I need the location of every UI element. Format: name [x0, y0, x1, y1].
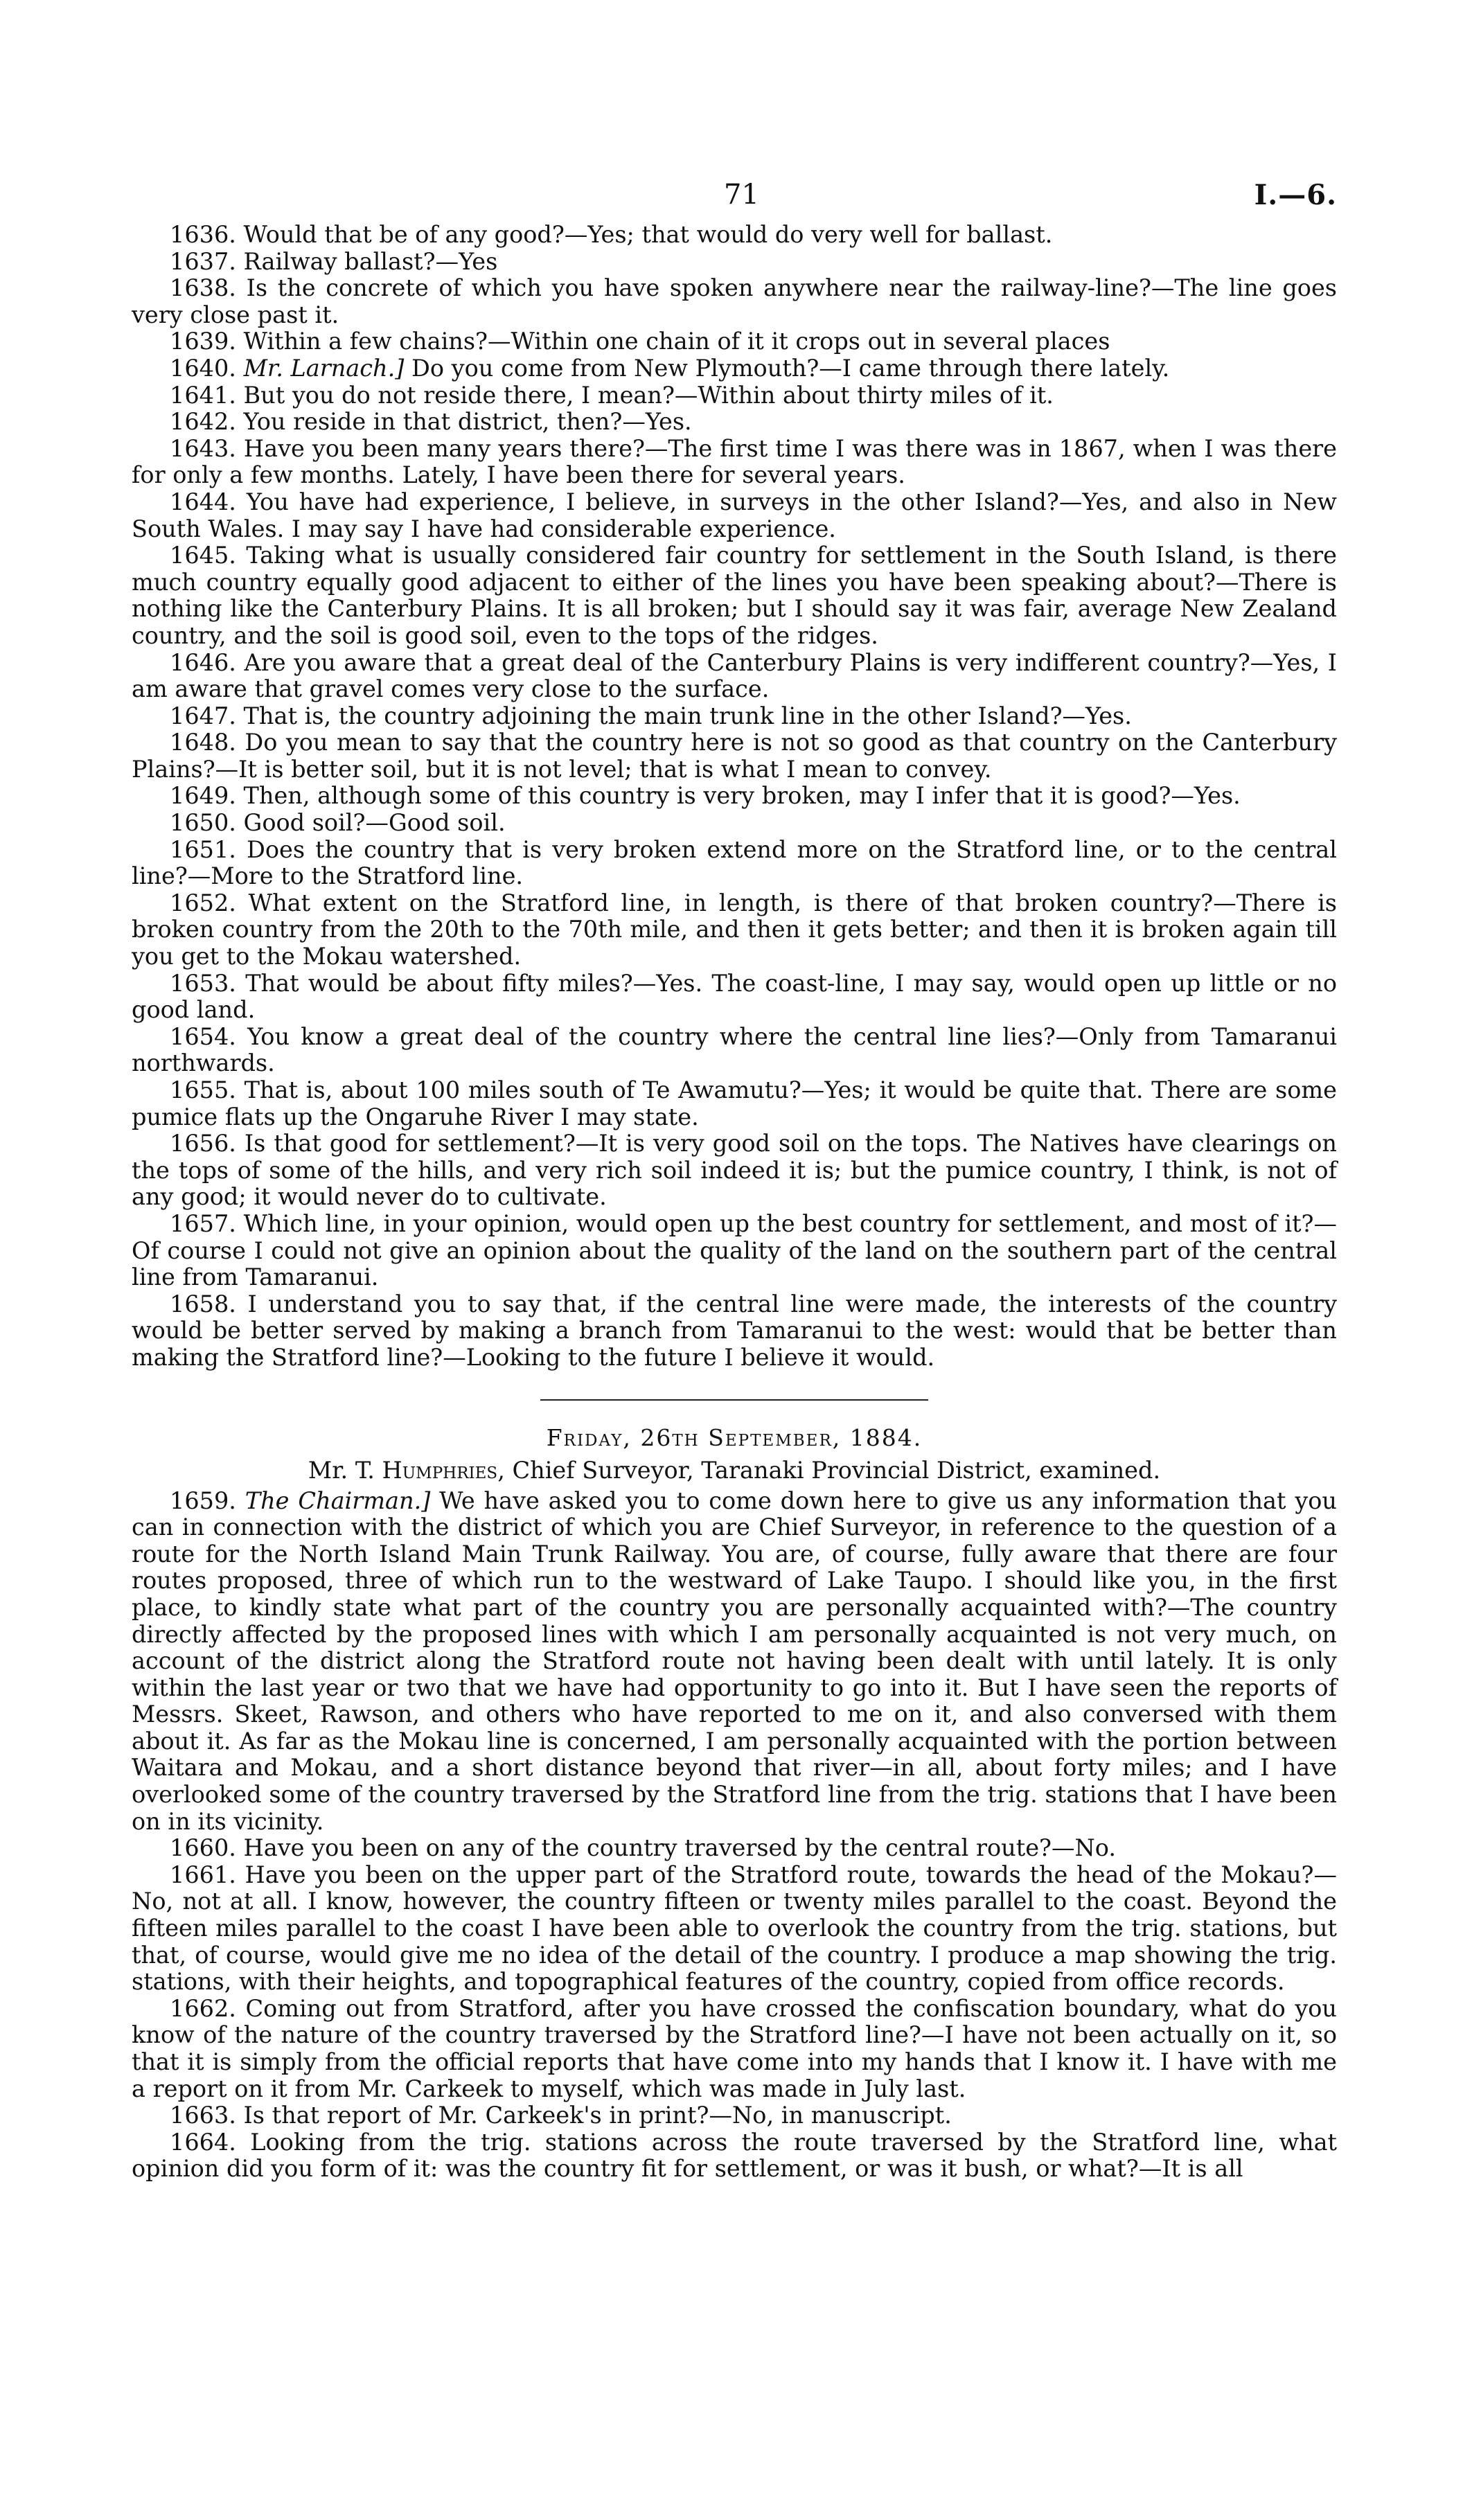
document-page: [132, 166, 1337, 2183]
question-paragraph: 1643. Have you been many years there?—The first time I was there was in 1867, when I was there for only a few months. Lately, I have been there for several years.: [132, 434, 1337, 489]
testimony-section-2: [132, 1488, 1337, 2183]
testimony-section-1: [132, 222, 1337, 1372]
question-paragraph: 1663. Is that report of Mr. Carkeek's in print?—No, in manuscript.: [170, 2102, 952, 2129]
question-paragraph: 1656. Is that good for settlement?—It is very good soil on the tops. The Natives have clearings on the tops of some of the hills, and very rich soil indeed it is; but the pumice country, I think, is not of any good; it would never do to cultivate.: [132, 1130, 1337, 1211]
question-paragraph: 1659. The Chairman.] We have asked you to come down here to give us any information that you can in connection with the district of which you are Chief Surveyor, in reference to the question of a route for the North Island Main Trunk Railway. You are, of course, fully aware that there are four routes proposed, three of which run to the westward of Lake Taupo. I should like you, in the first place, to kindly state what part of the country you are personally acquainted with?—The country directly affected by the proposed lines with which I am personally acquainted is not very much, on account of the district along the Stratford route not having been dealt with until lately. It is only within the last year or two that we have had opportunity to go into it. But I have seen the reports of Messrs. Skeet, Rawson, and others who have reported to me on it, and also conversed with them about it. As far as the Mokau line is concerned, I am personally acquainted with the portion between Waitara and Mokau, and a short distance beyond that river—in all, about forty miles; and I have overlooked some of the country traversed by the Stratford line from the trig. stations that I have been on in its vicinity.: [132, 1487, 1337, 1835]
speaker-name: The Chairman.]: [245, 1487, 431, 1514]
question-paragraph: 1651. Does the country that is very broken extend more on the Stratford line, or to the central line?—More to the Stratford line.: [132, 835, 1337, 890]
question-paragraph: 1654. You know a great deal of the country where the central line lies?—Only from Tamaranui northwards.: [132, 1022, 1337, 1077]
question-paragraph: 1658. I understand you to say that, if the central line were made, the interests of the country would be better served by making a branch from Tamaranui to the west: would that be better than making the Stratford line?—Looking to the future I believe it would.: [132, 1290, 1337, 1371]
page-header: [132, 166, 1337, 222]
question-paragraph: 1642. You reside in that district, then?—Yes.: [170, 408, 692, 436]
question-paragraph: 1648. Do you mean to say that the country here is not so good as that country on the Canterbury Plains?—It is better soil, but it is not level; that is what I mean to convey.: [132, 729, 1337, 783]
question-paragraph: 1647. That is, the country adjoining the main trunk line in the other Island?—Yes.: [170, 702, 1132, 729]
section-divider: [540, 1399, 928, 1401]
question-paragraph: 1653. That would be about fifty miles?—Yes. The coast-line, I may say, would open up little or no good land.: [132, 969, 1337, 1024]
question-paragraph: 1638. Is the concrete of which you have spoken anywhere near the railway-line?—The line goes very close past it.: [132, 274, 1337, 328]
witness-heading: Mr. T. Humphries, Chief Surveyor, Taranaki Provincial District, examined.: [308, 1456, 1161, 1484]
question-paragraph: 1641. But you do not reside there, I mean?—Within about thirty miles of it.: [170, 381, 1054, 409]
speaker-name: Mr. Larnach.]: [243, 354, 405, 382]
page-number: 71: [724, 179, 759, 211]
document-reference: I.—6.: [1254, 179, 1337, 211]
question-paragraph: 1644. You have had experience, I believe, in surveys in the other Island?—Yes, and also in New South Wales. I may say I have had considerable experience.: [132, 488, 1337, 542]
question-paragraph: 1655. That is, about 100 miles south of Te Awamutu?—Yes; it would be quite that. There are some pumice flats up the Ongaruhe River I may state.: [132, 1076, 1337, 1130]
question-paragraph: 1650. Good soil?—Good soil.: [170, 809, 506, 837]
question-paragraph: 1646. Are you aware that a great deal of the Canterbury Plains is very indifferent country?—Yes, I am aware that gravel comes very close to the surface.: [132, 648, 1337, 703]
witness-name: Humphries: [382, 1456, 498, 1484]
question-paragraph: 1649. Then, although some of this country is very broken, may I infer that it is good?—Yes.: [170, 782, 1241, 810]
question-paragraph: 1636. Would that be of any good?—Yes; that would do very well for ballast.: [170, 221, 1053, 248]
question-paragraph: 1657. Which line, in your opinion, would open up the best country for settlement, and most of it?—Of course I could not give an opinion about the quality of the land on the southern part of the central line from Tamaranui.: [132, 1209, 1337, 1291]
question-paragraph: 1640. Mr. Larnach.] Do you come from New Plymouth?—I came through there lately.: [170, 354, 1170, 382]
question-paragraph: 1639. Within a few chains?—Within one chain of it it crops out in several places: [170, 328, 1110, 355]
question-paragraph: 1662. Coming out from Stratford, after you have crossed the confiscation boundary, what do you know of the nature of the country traversed by the Stratford line?—I have not been actually on it, so that it is simply from the official reports that have come into my hands that I know it. I have with me a report on it from Mr. Carkeek to myself, which was made in July last.: [132, 1994, 1337, 2102]
question-paragraph: 1637. Railway ballast?—Yes: [170, 247, 498, 275]
date-heading: Friday, 26th September, 1884.: [546, 1423, 923, 1451]
question-paragraph: 1645. Taking what is usually considered fair country for settlement in the South Island, is there much country equally good adjacent to either of the lines you have been speaking about?—There is nothing like the Canterbury Plains. It is all broken; but I should say it was fair, average New Zealand country, and the soil is good soil, even to the tops of the ridges.: [132, 542, 1337, 649]
question-paragraph: 1661. Have you been on the upper part of the Stratford route, towards the head of the Mokau?—No, not at all. I know, however, the country fifteen or twenty miles parallel to the coast. Beyond the fifteen miles parallel to the coast I have been able to overlook the country from the trig. stations, but that, of course, would give me no idea of the detail of the country. I produce a map showing the trig. stations, with their heights, and topographical features of the country, copied from office records.: [132, 1861, 1337, 1996]
question-paragraph: 1664. Looking from the trig. stations across the route traversed by the Stratford line, what opinion did you form of it: was the country fit for settlement, or was it bush, or what?—It is all: [132, 2128, 1337, 2183]
question-paragraph: 1652. What extent on the Stratford line, in length, is there of that broken country?—There is broken country from the 20th to the 70th mile, and then it gets better; and then it is broken again till you get to the Mokau watershed.: [132, 889, 1337, 970]
question-paragraph: 1660. Have you been on any of the country traversed by the central route?—No.: [170, 1834, 1117, 1862]
